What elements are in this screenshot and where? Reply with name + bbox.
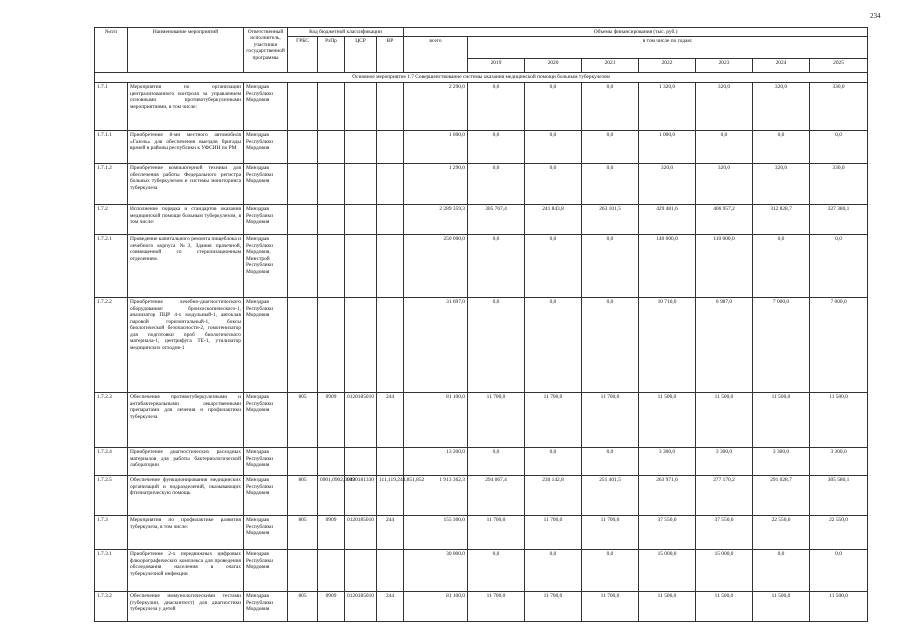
row-responsible: Минздрав Республики Мордовия: [244, 476, 288, 516]
row-year-value: 251 401,5: [582, 476, 639, 516]
table-row: [95, 205, 868, 235]
row-name: Мероприятия по профилактике развития туберкулеза, в том числе:: [128, 516, 244, 550]
row-total: 1 000,0: [404, 131, 468, 164]
row-year-value: 0,0: [468, 448, 525, 476]
header-funding: Объемы финансирования (тыс. руб.): [404, 28, 868, 37]
header-rzpr: РзПр: [318, 37, 345, 73]
row-name: Обеспечение противотуберкулезными и антибактериальными лекарственными препаратами для лечения и профилактики туберкулеза: [128, 393, 244, 448]
row-year-value: 3 300,0: [696, 448, 753, 476]
row-name: Приобретение 8-ми местного автомобиля «Газель» для обеспечения выездов бригады врачей в районы республики к УФСИН по РМ: [128, 131, 244, 164]
table-row: [95, 131, 868, 164]
row-year-value: 305 767,4: [468, 205, 525, 235]
row-responsible: Минздрав Республики Мордовия: [244, 393, 288, 448]
header-num: №п/п: [95, 28, 128, 73]
row-rzpr: [318, 550, 345, 592]
row-num: 1.7.2.1: [95, 235, 128, 298]
row-year-value: 0,0: [753, 131, 810, 164]
row-year-value: 7 000,0: [753, 298, 810, 393]
row-name: Приобретение диагностических расходных материалов для работы бактериологической лаборатории: [128, 448, 244, 476]
row-rzpr: 0909: [318, 393, 345, 448]
row-year-value: 15 000,0: [639, 550, 696, 592]
row-year-value: 320,0: [753, 83, 810, 131]
row-csr: 0120185010: [345, 516, 377, 550]
row-rzpr: 0909: [318, 516, 345, 550]
row-year-value: 327 380,1: [810, 205, 868, 235]
row-grbs: 805: [288, 476, 318, 516]
row-year-value: 140 000,0: [639, 235, 696, 298]
row-year-value: 0,0: [582, 448, 639, 476]
row-year-value: 263 101,5: [582, 205, 639, 235]
row-csr: [345, 131, 377, 164]
row-year-value: 110 000,0: [696, 235, 753, 298]
row-name: Мероприятия по организации централизованного контроля за управлением основными противотуберкулезными мероприятиями, в том числе:: [128, 83, 244, 131]
row-year-value: 11 500,0: [810, 393, 868, 448]
row-rzpr: [318, 448, 345, 476]
row-csr: [345, 550, 377, 592]
row-total: 31 697,0: [404, 298, 468, 393]
row-vr: [377, 550, 404, 592]
row-year-value: 11 500,0: [639, 592, 696, 622]
row-year-value: 37 550,0: [639, 516, 696, 550]
row-total: 155 300,0: [404, 516, 468, 550]
row-year-value: 7 000,0: [810, 298, 868, 393]
header-budget-code: Код бюджетной классификации: [288, 28, 404, 37]
row-year-value: 320,0: [639, 164, 696, 205]
table-row: [95, 83, 868, 131]
table-row: [95, 592, 868, 622]
row-grbs: 805: [288, 393, 318, 448]
row-year-value: 11 500,0: [696, 393, 753, 448]
row-csr: 0120185010: [345, 592, 377, 622]
row-year-value: 11 700,0: [468, 592, 525, 622]
row-name: Обеспечение иммунологическими тестами (туберкулин, диаскинтест) для диагностики туберкулеза у детей: [128, 592, 244, 622]
table-row: [95, 516, 868, 550]
row-csr: [345, 235, 377, 298]
row-year-value: 0,0: [753, 235, 810, 298]
row-grbs: 805: [288, 592, 318, 622]
row-vr: [377, 298, 404, 393]
row-grbs: [288, 550, 318, 592]
row-grbs: [288, 298, 318, 393]
row-year-value: 11 700,0: [468, 393, 525, 448]
row-year-value: 0,0: [468, 131, 525, 164]
row-year-value: 0,0: [582, 235, 639, 298]
row-vr: [377, 235, 404, 298]
row-rzpr: [318, 83, 345, 131]
row-num: 1.7.3.2: [95, 592, 128, 622]
row-year-value: 6 987,0: [696, 298, 753, 393]
row-year-value: 320,0: [696, 164, 753, 205]
table-row: [95, 164, 868, 205]
table-row: [95, 476, 868, 516]
row-vr: [377, 83, 404, 131]
row-num: 1.7.2.4: [95, 448, 128, 476]
row-csr: 0120181330: [345, 476, 377, 516]
row-year-value: 277 170,2: [696, 476, 753, 516]
row-year-value: 0,0: [468, 298, 525, 393]
header-year: 2019: [468, 59, 525, 73]
row-num: 1.7.3.1: [95, 550, 128, 592]
row-responsible: Минздрав Республики Мордовия: [244, 205, 288, 235]
section-title: Основное мероприятие 1.7 Совершенствование системы оказания медицинской помощи больным туберкулезом: [95, 73, 868, 83]
row-year-value: 312 828,7: [753, 205, 810, 235]
row-year-value: 0,0: [525, 298, 582, 393]
row-year-value: 305 580,1: [810, 476, 868, 516]
row-year-value: 11 700,0: [582, 516, 639, 550]
row-num: 1.7.2.5: [95, 476, 128, 516]
row-year-value: 0,0: [525, 550, 582, 592]
row-year-value: 330,0: [810, 83, 868, 131]
row-vr: [377, 164, 404, 205]
header-total: всего: [404, 37, 468, 73]
row-vr: [377, 131, 404, 164]
row-num: 1.7.2: [95, 205, 128, 235]
row-responsible: Минздрав Республики Мордовия: [244, 83, 288, 131]
row-total: 1 913 362,3: [404, 476, 468, 516]
row-name: Проведение капитального ремонта пищеблока и лечебного корпуса №3, Здания прачечной, совмещенной со стерилизационным отделением.: [128, 235, 244, 298]
row-year-value: 11 700,0: [468, 516, 525, 550]
row-total: 81 100,0: [404, 393, 468, 448]
row-year-value: 0,0: [468, 83, 525, 131]
row-rzpr: [318, 235, 345, 298]
row-grbs: [288, 235, 318, 298]
row-rzpr: [318, 131, 345, 164]
row-year-value: 0,0: [696, 131, 753, 164]
row-year-value: 1 320,0: [639, 83, 696, 131]
row-year-value: 11 500,0: [639, 393, 696, 448]
row-year-value: 291 028,7: [753, 476, 810, 516]
row-year-value: 0,0: [810, 235, 868, 298]
row-year-value: 0,0: [525, 164, 582, 205]
row-year-value: 0,0: [468, 550, 525, 592]
row-year-value: 11 700,0: [582, 592, 639, 622]
row-year-value: 294 067,4: [468, 476, 525, 516]
row-rzpr: [318, 164, 345, 205]
row-year-value: 0,0: [582, 83, 639, 131]
row-num: 1.7.1: [95, 83, 128, 131]
row-csr: [345, 205, 377, 235]
row-year-value: 0,0: [468, 235, 525, 298]
row-name: Исполнение порядка и стандартов оказания медицинской помощи больным туберкулезом, в том числе:: [128, 205, 244, 235]
row-year-value: 263 971,6: [639, 476, 696, 516]
row-name: Обеспечение функционирования медицинских организаций и подразделений, оказывающих фтизиатрическую помощь: [128, 476, 244, 516]
row-vr: 244: [377, 592, 404, 622]
header-year: 2023: [696, 59, 753, 73]
row-csr: [345, 83, 377, 131]
row-year-value: 330,0: [810, 164, 868, 205]
row-year-value: 11 700,0: [525, 592, 582, 622]
row-total: 250 000,0: [404, 235, 468, 298]
row-year-value: 10 710,0: [639, 298, 696, 393]
row-grbs: [288, 448, 318, 476]
row-vr: 111,119,244,851,852: [377, 476, 404, 516]
row-grbs: [288, 164, 318, 205]
row-grbs: 805: [288, 516, 318, 550]
row-year-value: 3 300,0: [753, 448, 810, 476]
row-year-value: 0,0: [582, 131, 639, 164]
row-year-value: 320,0: [753, 164, 810, 205]
row-year-value: 429 481,6: [639, 205, 696, 235]
header-year: 2022: [639, 59, 696, 73]
row-year-value: 241 843,8: [525, 205, 582, 235]
row-responsible: Минздрав Республики Мордовия: [244, 516, 288, 550]
row-name: Приобретение лечебно-диагностического оборудования: бронхоскопического-1, анализатор ПЦР 4-х модульный-1, автоклав паровой горизонтальный-1, боксы биологической безопасности-2, гомогенизатор для подготовки проб биологического материала-1, центрифуга ТЕ-1, утилизатор медицинских отходов-1: [128, 298, 244, 393]
row-name: Приобретение 2-х передвижных цифровых флюорографических комплекса для проведения обследования населения в очагах туберкулезной инфекции: [128, 550, 244, 592]
row-rzpr: [318, 298, 345, 393]
row-year-value: 0,0: [753, 550, 810, 592]
row-rzpr: 0901,0902,0909: [318, 476, 345, 516]
row-year-value: 15 000,0: [696, 550, 753, 592]
row-num: 1.7.3: [95, 516, 128, 550]
page-number: 234: [870, 12, 881, 20]
row-year-value: 3 300,0: [639, 448, 696, 476]
row-year-value: 3 300,0: [810, 448, 868, 476]
row-year-value: 11 500,0: [753, 393, 810, 448]
table-row: [95, 550, 868, 592]
table-row: [95, 298, 868, 393]
header-by-year: в том числе по годам:: [468, 37, 868, 59]
row-year-value: 0,0: [525, 235, 582, 298]
row-year-value: 0,0: [582, 550, 639, 592]
row-responsible: Минздрав Республики Мордовия, Минстрой Республики Мордовия: [244, 235, 288, 298]
row-num: 1.7.1.1: [95, 131, 128, 164]
row-year-value: 0,0: [582, 298, 639, 393]
row-responsible: Минздрав Республики Мордовия: [244, 592, 288, 622]
table-row: [95, 235, 868, 298]
row-year-value: 11 700,0: [525, 516, 582, 550]
row-year-value: 11 500,0: [810, 592, 868, 622]
row-year-value: 0,0: [810, 550, 868, 592]
row-responsible: Минздрав Республики Мордовия: [244, 550, 288, 592]
row-year-value: 0,0: [525, 83, 582, 131]
row-year-value: 0,0: [582, 164, 639, 205]
row-year-value: 0,0: [468, 164, 525, 205]
row-year-value: 406 957,2: [696, 205, 753, 235]
row-responsible: Минздрав Республики Мордовия: [244, 131, 288, 164]
row-csr: 0120185010: [345, 393, 377, 448]
row-year-value: 37 550,0: [696, 516, 753, 550]
header-vr: ВР: [377, 37, 404, 73]
row-year-value: 11 700,0: [525, 393, 582, 448]
row-name: Приобретение компьютерной техники для обеспечения работы Федерального регистра больных туберкулезом и системы мониторинга туберкулеза: [128, 164, 244, 205]
header-year: 2021: [582, 59, 639, 73]
row-year-value: 11 700,0: [582, 393, 639, 448]
row-vr: [377, 448, 404, 476]
row-total: 30 000,0: [404, 550, 468, 592]
row-year-value: 11 500,0: [696, 592, 753, 622]
row-rzpr: [318, 205, 345, 235]
header-responsible: Ответственный исполнитель, участники государственной программы: [244, 28, 288, 73]
row-csr: [345, 298, 377, 393]
header-name: Наименование мероприятий: [128, 28, 244, 73]
row-total: 81 100,0: [404, 592, 468, 622]
header-year: 2025: [810, 59, 868, 73]
row-num: 1.7.2.2: [95, 298, 128, 393]
row-year-value: 22 550,0: [810, 516, 868, 550]
table-row: [95, 393, 868, 448]
row-total: 1 290,0: [404, 164, 468, 205]
row-responsible: Минздрав Республики Мордовия: [244, 448, 288, 476]
row-year-value: 22 550,0: [753, 516, 810, 550]
row-year-value: 1 000,0: [639, 131, 696, 164]
row-num: 1.7.2.3: [95, 393, 128, 448]
row-vr: 244: [377, 516, 404, 550]
row-year-value: 0,0: [810, 131, 868, 164]
row-year-value: 0,0: [525, 448, 582, 476]
header-year: 2024: [753, 59, 810, 73]
row-responsible: Минздрав Республики Мордовия: [244, 298, 288, 393]
header-grbs: ГРБС: [288, 37, 318, 73]
row-responsible: Минздрав Республики Мордовия: [244, 164, 288, 205]
funding-table: [94, 27, 868, 622]
row-rzpr: 0909: [318, 592, 345, 622]
header-year: 2020: [525, 59, 582, 73]
row-grbs: [288, 83, 318, 131]
header-csr: ЦСР: [345, 37, 377, 73]
row-grbs: [288, 131, 318, 164]
row-grbs: [288, 205, 318, 235]
row-year-value: 0,0: [525, 131, 582, 164]
row-total: 2 290,0: [404, 83, 468, 131]
row-vr: [377, 205, 404, 235]
table-row: [95, 448, 868, 476]
row-num: 1.7.1.2: [95, 164, 128, 205]
row-year-value: 230 142,8: [525, 476, 582, 516]
row-total: 2 289 359,3: [404, 205, 468, 235]
row-year-value: 11 500,0: [753, 592, 810, 622]
row-year-value: 320,0: [696, 83, 753, 131]
row-total: 13 200,0: [404, 448, 468, 476]
row-vr: 244: [377, 393, 404, 448]
row-csr: [345, 164, 377, 205]
row-csr: [345, 448, 377, 476]
